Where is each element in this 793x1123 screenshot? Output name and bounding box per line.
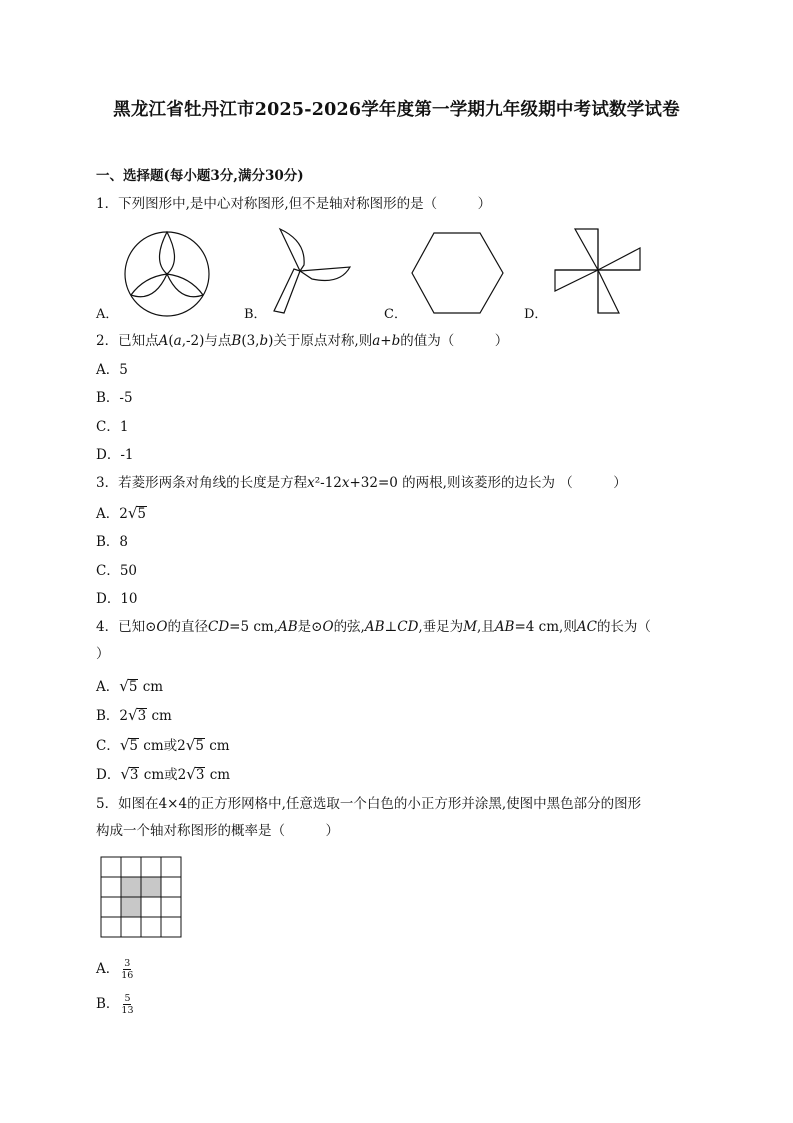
q5-option-b: B． $\frac{5}{13}$	[96, 993, 134, 1016]
grid-4x4-figure	[100, 856, 182, 938]
grid-cell	[101, 917, 121, 937]
grid-cell	[141, 917, 161, 937]
q3-option-b: B．8	[96, 534, 129, 550]
q1-option-b-label: B．	[244, 307, 267, 322]
grid-cell	[141, 857, 161, 877]
q4-option-a: A．√5 cm	[96, 677, 164, 695]
grid-cell-shaded	[121, 897, 141, 917]
q3-option-c: C．50	[96, 563, 138, 579]
grid-cell	[101, 897, 121, 917]
question-1-stem: 1．下列图形中,是中心对称图形,但不是轴对称图形的是（ ）	[96, 196, 492, 212]
question-5-stem: 5．如图在4×4的正方形网格中,任意选取一个白色的小正方形并涂黑,使图中黑色部分的图形	[96, 796, 642, 812]
q2-option-b: B．-5	[96, 390, 133, 406]
grid-cell	[101, 857, 121, 877]
page-title: 黑龙江省牡丹江市2025-2026学年度第一学期九年级期中考试数学试卷	[113, 100, 680, 120]
pinwheel-blades-icon	[262, 227, 362, 317]
section-heading: 一、选择题(每小题3分,满分30分)	[96, 168, 304, 184]
q2-option-d: D．-1	[96, 447, 134, 463]
grid-cell	[101, 877, 121, 897]
grid-cell	[121, 917, 141, 937]
grid-cell	[141, 897, 161, 917]
q4-option-c: C．√5 cm或2√5 cm	[96, 736, 230, 754]
three-petal-circle-icon	[120, 229, 220, 319]
grid-cell-shaded	[121, 877, 141, 897]
q1-option-c-label: C．	[384, 307, 407, 322]
question-4-stem: 4．已知⊙O的直径CD=5 cm,AB是⊙O的弦,AB⊥CD,垂足为M,且AB=4 cm,则AC的长为（	[96, 619, 651, 635]
windmill-triangles-icon	[555, 229, 641, 315]
grid-cell	[161, 877, 181, 897]
question-3-stem: 3．若菱形两条对角线的长度是方程x²-12x+32=0 的两根,则该菱形的边长为 （ ）	[96, 475, 627, 491]
q3-option-a: A．2√5	[96, 504, 146, 522]
question-4-stem-cont: ）	[96, 646, 110, 662]
q3-option-d: D．10	[96, 591, 138, 607]
q4-option-d: D．√3 cm或2√3 cm	[96, 765, 231, 783]
grid-cell	[161, 917, 181, 937]
grid-cell	[161, 897, 181, 917]
question-2-stem: 2．已知点A(a,-2)与点B(3,b)关于原点对称,则a+b的值为（ ）	[96, 333, 509, 349]
q5-option-a: A． $\frac{3}{16}$	[96, 958, 134, 981]
q2-option-c: C．1	[96, 419, 129, 435]
question-5-stem-cont: 构成一个轴对称图形的概率是（ ）	[96, 823, 339, 839]
q1-option-a-label: A．	[96, 307, 119, 322]
q4-option-b: B．2√3 cm	[96, 706, 172, 724]
grid-cell	[161, 857, 181, 877]
grid-cell	[121, 857, 141, 877]
grid-cell-shaded	[141, 877, 161, 897]
q1-option-d-label: D．	[524, 307, 548, 322]
hexagon-icon	[412, 232, 504, 314]
q2-option-a: A．5	[96, 362, 128, 378]
